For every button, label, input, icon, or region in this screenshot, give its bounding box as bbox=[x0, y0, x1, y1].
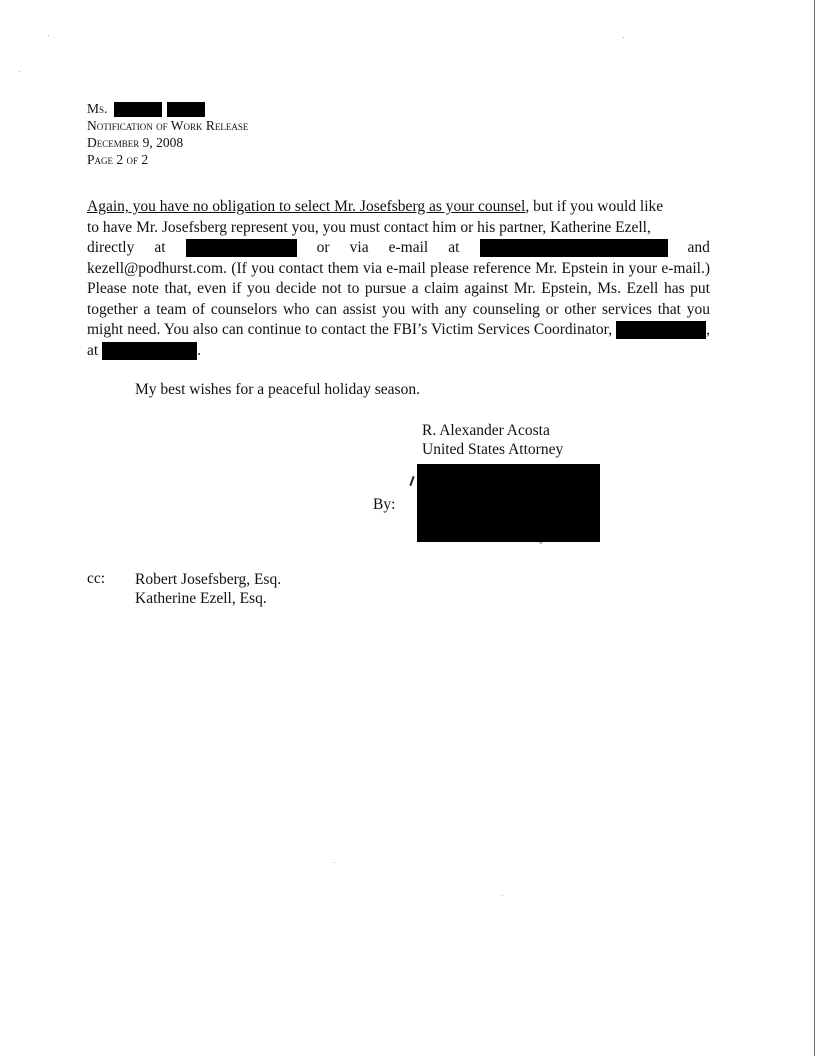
redaction-box bbox=[102, 342, 197, 360]
signer-title: United States Attorney bbox=[422, 441, 564, 458]
redaction-box bbox=[114, 102, 162, 117]
letter-subject: Notification of Work Release bbox=[87, 118, 249, 134]
word: via bbox=[349, 239, 369, 256]
cc-label: cc: bbox=[87, 570, 106, 587]
word: e-mail bbox=[388, 239, 429, 256]
scan-speck bbox=[623, 37, 624, 38]
word: directly bbox=[87, 239, 135, 256]
scan-speck bbox=[19, 71, 20, 72]
letter-date: December 9, 2008 bbox=[87, 135, 184, 151]
body-rest-end: . bbox=[197, 341, 201, 359]
letter-header bbox=[87, 100, 248, 168]
signature-stroke bbox=[409, 476, 414, 486]
body-line-1 bbox=[87, 197, 710, 218]
recipient-line bbox=[87, 100, 248, 117]
word: at bbox=[154, 239, 166, 256]
redaction-box bbox=[417, 464, 600, 542]
word: or bbox=[316, 239, 330, 256]
cc-recipient: Katherine Ezell, Esq. bbox=[135, 590, 267, 607]
cc-recipient: Robert Josefsberg, Esq. bbox=[135, 571, 282, 588]
scan-speck bbox=[48, 35, 49, 36]
body-paragraph bbox=[87, 197, 710, 361]
redaction-box bbox=[186, 239, 297, 257]
page-number: Page 2 of 2 bbox=[87, 152, 149, 168]
underlined-lead: Again, you have no obligation to select Mr. Josefsberg as your counsel bbox=[87, 198, 526, 215]
body-line-1-rest: , but if you would like bbox=[525, 198, 664, 215]
by-label: By: bbox=[373, 496, 396, 513]
word: at bbox=[448, 239, 460, 256]
salutation-prefix: Ms. bbox=[87, 101, 108, 116]
cc-list bbox=[135, 570, 281, 608]
body-line-3 bbox=[87, 238, 710, 259]
page-edge bbox=[814, 0, 815, 1056]
scan-speck bbox=[334, 862, 335, 863]
signature-block bbox=[422, 421, 563, 459]
word: and bbox=[687, 239, 710, 256]
body-line-2: to have Mr. Josefsberg represent you, you must contact him or his partner, Katherine Ezell, bbox=[87, 218, 651, 236]
redaction-box bbox=[167, 102, 205, 117]
closing-greeting: My best wishes for a peaceful holiday season. bbox=[135, 381, 420, 398]
scan-speck bbox=[502, 895, 503, 896]
body-rest-mid: , at bbox=[87, 321, 711, 359]
body-rest-prefix: kezell@podhurst.com. (If you contact them via e-mail please reference Mr. Epstein in your e-mail.) Please note that, even if you decide not to pursue a claim against Mr. Epstein, Ms. Ezell has put together a team of counselors who can assist you with any counseling or other services that you might need. You also can continue to contact the FBI’s Victim Services Coordinator, bbox=[87, 259, 710, 338]
redaction-box bbox=[480, 239, 668, 257]
signer-name: R. Alexander Acosta bbox=[422, 422, 550, 439]
body-rest bbox=[87, 259, 710, 362]
redaction-box bbox=[616, 321, 706, 339]
